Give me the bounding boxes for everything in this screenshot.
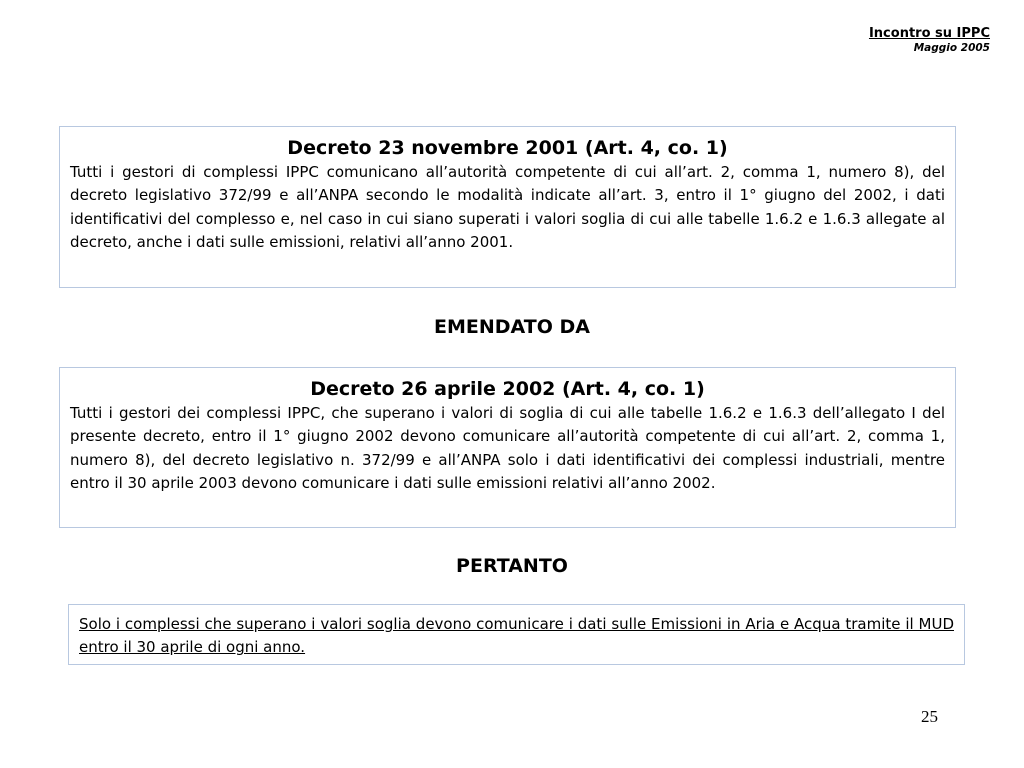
amended-by-label: EMENDATO DA xyxy=(434,316,590,338)
decree-2001-title: Decreto 23 novembre 2001 (Art. 4, co. 1) xyxy=(287,137,728,159)
conclusion-text: Solo i complessi che superano i valori soglia devono comunicare i dati sulle Emissioni in Aria e Acqua tramite il MUD entro il 30 aprile di ogni anno. xyxy=(79,615,954,657)
decree-2002-title: Decreto 26 aprile 2002 (Art. 4, co. 1) xyxy=(310,378,705,400)
decree-2002-text: Tutti i gestori dei complessi IPPC, che superano i valori di soglia di cui alle tabelle 1.6.2 e 1.6.3 dell’allegato I del presente decreto, entro il 1° giugno 2002 devono comunicare all’autorità competente di cui all’art. 2, comma 1, numero 8), del decreto legislativo n. 372/99 e all’ANPA solo i dati identificativi dei complessi industriali, mentre entro il 30 aprile 2003 devono comunicare i dati sulle emissioni relativi all’anno 2002. xyxy=(70,404,945,493)
slide-header xyxy=(869,25,990,55)
decree-2002-box xyxy=(59,367,956,528)
page-number: 25 xyxy=(921,707,938,726)
header-title: Incontro su IPPC xyxy=(868,26,990,41)
decree-2001-text: Tutti i gestori di complessi IPPC comunicano all’autorità competente di cui all’art. 2, comma 1, numero 8), del decreto legislativo 372/99 e all’ANPA secondo le modalità indicate all’art. 3, entro il 1° giugno del 2002, i dati identificativi del complesso e, nel caso in cui siano superati i valori soglia di cui alle tabelle 1.6.2 e 1.6.3 allegate al decreto, anche i dati sulle emissioni, relativi all’anno 2001. xyxy=(70,163,945,252)
decree-2001-box xyxy=(59,126,956,288)
conclusion-box xyxy=(68,604,965,665)
header-subtitle: Maggio 2005 xyxy=(913,42,990,54)
therefore-label: PERTANTO xyxy=(456,555,568,577)
